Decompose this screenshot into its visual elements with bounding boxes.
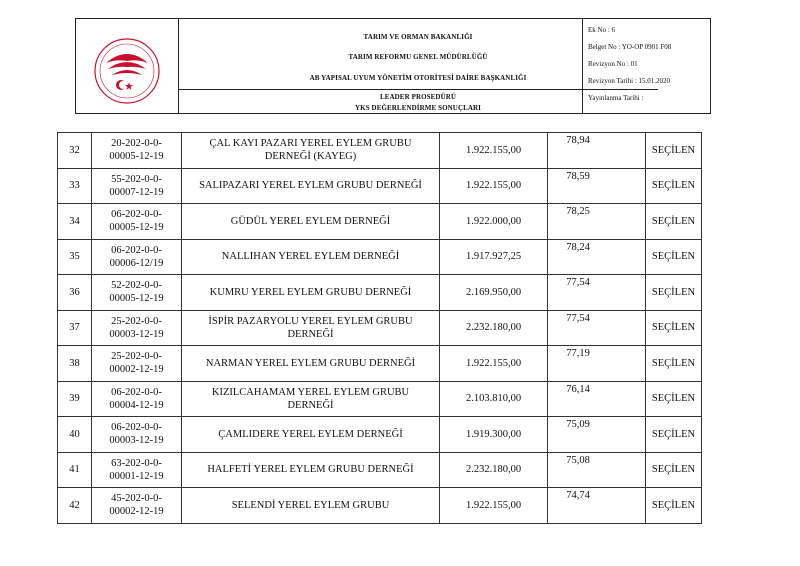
budget-amount-text: 1.922.155,00: [465, 357, 522, 369]
row-number: [58, 346, 92, 382]
budget-amount: [440, 310, 548, 346]
application-code-text: 06-202-0-0-: [111, 422, 162, 434]
results-table: [57, 132, 702, 524]
department-title: AB YAPISAL UYUM YÖNETİM OTORİTESİ DAİRE BAŞKANLIĞI: [309, 74, 527, 82]
score: [548, 417, 646, 453]
table-row: [58, 488, 702, 524]
association-name-text: KIZILCAHAMAM YEREL EYLEM GRUBU: [211, 386, 410, 398]
row-number: [58, 417, 92, 453]
row-number: [58, 204, 92, 240]
status: [646, 239, 702, 275]
application-code-text: 00005-12-19: [109, 293, 164, 305]
row-number: [58, 452, 92, 488]
application-code: [92, 381, 182, 417]
application-code-text: 00006-12/19: [109, 257, 164, 269]
budget-amount: [440, 275, 548, 311]
association-name: [182, 168, 440, 204]
row-number-text: 35: [69, 251, 80, 263]
application-code: [92, 417, 182, 453]
score: [548, 346, 646, 382]
status: [646, 310, 702, 346]
score-text: 75,08: [566, 454, 590, 466]
status: [646, 381, 702, 417]
application-code-text: 06-202-0-0-: [111, 209, 162, 221]
application-code: [92, 488, 182, 524]
table-row: [58, 381, 702, 417]
status-text: SEÇİLEN: [651, 251, 696, 263]
association-name-text: ÇAMLIDERE YEREL EYLEM DERNEĞİ: [218, 428, 403, 440]
budget-amount-text: 2.169.950,00: [465, 286, 522, 298]
row-number-text: 36: [69, 286, 80, 298]
status: [646, 488, 702, 524]
association-name-text: GÜDÜL YEREL EYLEM DERNEĞİ: [230, 215, 391, 227]
status-text: SEÇİLEN: [651, 144, 696, 156]
table-row: [58, 452, 702, 488]
application-code-text: 63-202-0-0-: [111, 457, 162, 469]
score: [548, 275, 646, 311]
budget-amount-text: 2.232.180,00: [465, 322, 522, 334]
budget-amount-text: 2.232.180,00: [465, 464, 522, 476]
status: [646, 346, 702, 382]
row-number: [58, 381, 92, 417]
score: [548, 168, 646, 204]
association-name: [182, 381, 440, 417]
budget-amount: [440, 452, 548, 488]
association-name: [182, 310, 440, 346]
row-number-text: 39: [69, 393, 80, 405]
row-number: [58, 488, 92, 524]
budget-amount: [440, 133, 548, 169]
status-text: SEÇİLEN: [651, 180, 696, 192]
score-text: 78,25: [566, 206, 590, 217]
ministry-emblem-icon: [76, 19, 178, 113]
association-name: [182, 204, 440, 240]
application-code: [92, 133, 182, 169]
application-code-text: 00002-12-19: [109, 506, 164, 518]
association-name-text: SALIPAZARI YEREL EYLEM GRUBU DERNEĞİ: [199, 180, 422, 192]
association-name: [182, 452, 440, 488]
association-name-text: DERNEĞİ: [287, 328, 334, 340]
table-row: [58, 275, 702, 311]
ministry-logo-cell: [76, 19, 179, 113]
association-name-text: DERNEĞİ (KAYEG): [264, 151, 357, 163]
status-text: SEÇİLEN: [651, 286, 696, 298]
directorate-title: TARIM REFORMU GENEL MÜDÜRLÜĞÜ: [348, 53, 488, 61]
table-row: [58, 310, 702, 346]
application-code-text: 45-202-0-0-: [111, 493, 162, 505]
budget-amount-text: 1.922.155,00: [465, 180, 522, 192]
application-code: [92, 204, 182, 240]
score-text: 74,74: [566, 490, 590, 501]
row-number: [58, 133, 92, 169]
score-text: 77,19: [566, 348, 590, 359]
score: [548, 381, 646, 417]
application-code: [92, 452, 182, 488]
application-code-text: 00004-12-19: [109, 399, 164, 411]
application-code-text: 00001-12-19: [109, 470, 164, 482]
application-code-text: 00003-12-19: [109, 435, 164, 447]
subject-title: YKS DEĞERLENDİRME SONUÇLARI: [355, 104, 481, 112]
application-code-text: 55-202-0-0-: [111, 173, 162, 185]
association-name: [182, 417, 440, 453]
score: [548, 133, 646, 169]
application-code: [92, 346, 182, 382]
score-text: 78,24: [566, 241, 590, 253]
budget-amount-text: 1.917.927,25: [465, 251, 522, 263]
application-code-text: 00005-12-19: [109, 151, 164, 163]
revizyon-no: Revizyon No : 01: [588, 60, 638, 68]
table-row: [58, 133, 702, 169]
status-text: SEÇİLEN: [651, 464, 696, 476]
row-number-text: 32: [69, 144, 80, 156]
results-table-body: [58, 133, 702, 524]
association-name-text: DERNEĞİ: [287, 399, 334, 411]
score-text: 78,94: [566, 135, 590, 146]
application-code-text: 20-202-0-0-: [111, 138, 162, 150]
budget-amount: [440, 239, 548, 275]
table-row: [58, 346, 702, 382]
status-text: SEÇİLEN: [651, 499, 696, 511]
status: [646, 133, 702, 169]
budget-amount: [440, 204, 548, 240]
budget-amount-text: 1.922.155,00: [465, 499, 522, 511]
application-code: [92, 275, 182, 311]
score: [548, 488, 646, 524]
application-code-text: 00003-12-19: [109, 328, 164, 340]
score-text: 78,59: [566, 170, 590, 182]
procedure-title: LEADER PROSEDÜRÜ: [379, 93, 457, 101]
table-row: [58, 204, 702, 240]
application-code-text: 06-202-0-0-: [111, 386, 162, 398]
application-code-text: 06-202-0-0-: [111, 244, 162, 256]
association-name-text: SELENDİ YEREL EYLEM GRUBU: [231, 499, 390, 511]
score: [548, 204, 646, 240]
status: [646, 452, 702, 488]
application-code-text: 00005-12-19: [109, 222, 164, 234]
association-name: [182, 275, 440, 311]
association-name-text: İSPİR PAZARYOLU YEREL EYLEM GRUBU: [208, 315, 413, 327]
score: [548, 239, 646, 275]
budget-amount: [440, 381, 548, 417]
application-code-text: 00007-12-19: [109, 186, 164, 198]
association-name: [182, 133, 440, 169]
row-number-text: 38: [69, 357, 80, 369]
status: [646, 168, 702, 204]
row-number: [58, 239, 92, 275]
score-text: 75,09: [566, 419, 590, 430]
association-name: [182, 239, 440, 275]
association-name-text: NARMAN YEREL EYLEM GRUBU DERNEĞİ: [205, 357, 416, 369]
table-row: [58, 417, 702, 453]
yayinlanma-tarihi: Yayınlanma Tarihi :: [588, 94, 644, 102]
table-row: [58, 239, 702, 275]
association-name: [182, 346, 440, 382]
application-code-text: 00002-12-19: [109, 364, 164, 376]
row-number-text: 37: [69, 322, 80, 334]
status-text: SEÇİLEN: [651, 428, 696, 440]
row-number-text: 40: [69, 428, 80, 440]
score-text: 77,54: [566, 312, 590, 324]
belget-no: Belget No : YO-OP 0901 F08: [588, 43, 672, 51]
budget-amount-text: 2.103.810,00: [465, 393, 522, 405]
association-name-text: KUMRU YEREL EYLEM GRUBU DERNEĞİ: [209, 286, 412, 298]
document-meta: [582, 18, 711, 114]
budget-amount: [440, 168, 548, 204]
status-text: SEÇİLEN: [651, 322, 696, 334]
application-code: [92, 239, 182, 275]
status-text: SEÇİLEN: [651, 215, 696, 227]
status: [646, 275, 702, 311]
score-text: 77,54: [566, 277, 590, 288]
budget-amount-text: 1.922.155,00: [465, 144, 522, 156]
application-code-text: 25-202-0-0-: [111, 351, 162, 363]
row-number-text: 33: [69, 180, 80, 192]
row-number: [58, 168, 92, 204]
association-name: [182, 488, 440, 524]
score-text: 76,14: [566, 383, 590, 395]
row-number: [58, 275, 92, 311]
association-name-text: NALLIHAN YEREL EYLEM DERNEĞİ: [221, 251, 400, 263]
budget-amount: [440, 346, 548, 382]
row-number-text: 42: [69, 499, 80, 511]
status: [646, 204, 702, 240]
row-number-text: 34: [69, 215, 80, 227]
budget-amount: [440, 417, 548, 453]
budget-amount: [440, 488, 548, 524]
revizyon-tarihi: Revizyon Tarihi : 15.01.2020: [588, 77, 671, 85]
application-code: [92, 168, 182, 204]
association-name-text: ÇAL KAYI PAZARI YEREL EYLEM GRUBU: [209, 138, 412, 150]
budget-amount-text: 1.919.300,00: [465, 428, 522, 440]
row-number: [58, 310, 92, 346]
budget-amount-text: 1.922.000,00: [465, 215, 522, 227]
table-row: [58, 168, 702, 204]
score: [548, 310, 646, 346]
score: [548, 452, 646, 488]
status: [646, 417, 702, 453]
status-text: SEÇİLEN: [651, 357, 696, 369]
association-name-text: HALFETİ YEREL EYLEM GRUBU DERNEĞİ: [207, 464, 414, 476]
ek-no: Ek No : 6: [588, 26, 616, 34]
application-code-text: 52-202-0-0-: [111, 280, 162, 292]
ministry-title: TARIM VE ORMAN BAKANLIĞI: [363, 33, 473, 41]
status-text: SEÇİLEN: [651, 393, 696, 405]
application-code: [92, 310, 182, 346]
row-number-text: 41: [69, 464, 80, 476]
application-code-text: 25-202-0-0-: [111, 315, 162, 327]
